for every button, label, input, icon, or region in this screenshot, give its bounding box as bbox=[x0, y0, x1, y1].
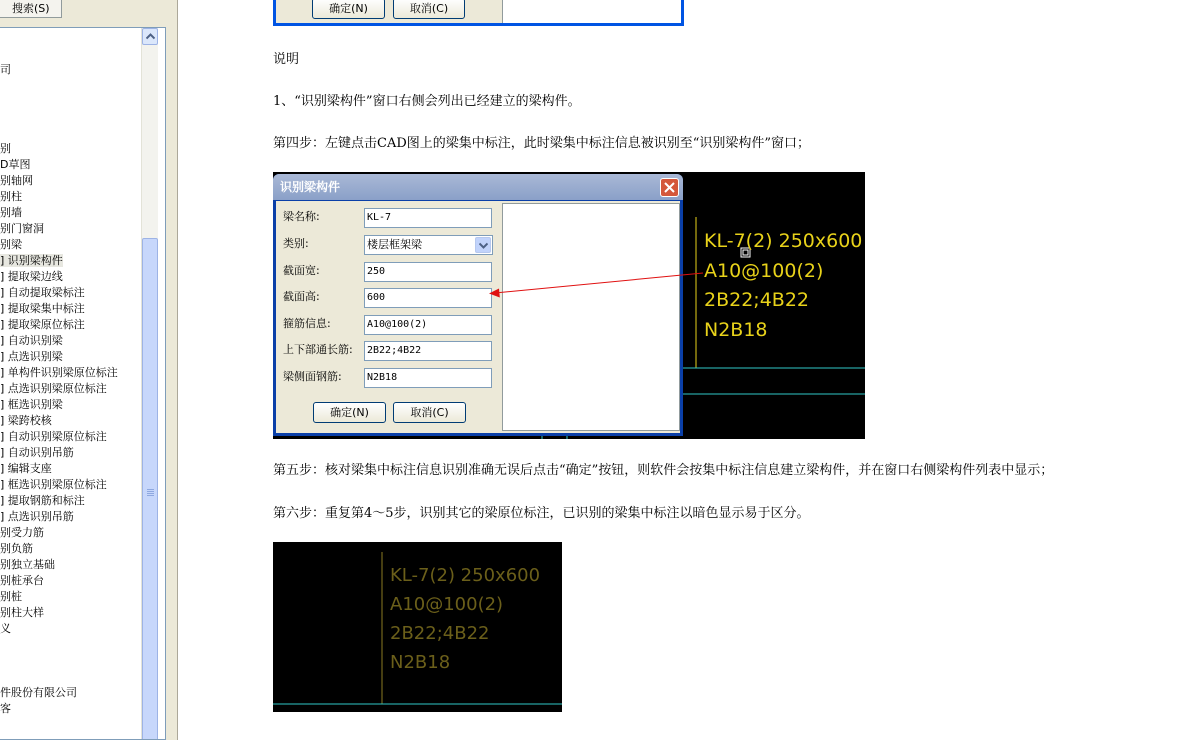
scroll-thumb[interactable] bbox=[142, 238, 158, 740]
tree-item[interactable] bbox=[0, 397, 63, 413]
tree-item[interactable] bbox=[0, 621, 11, 637]
tree-item-label: 别 bbox=[0, 142, 11, 155]
tree-item-label: D草图 bbox=[0, 158, 31, 171]
cad-label-beam-name: KL-7(2) 250x600 bbox=[704, 230, 863, 252]
tree-item[interactable] bbox=[0, 173, 33, 189]
step-4-text: 第四步：左键点击CAD图上的梁集中标注，此时梁集中标注信息被识别至“识别梁构件”窗口； bbox=[273, 136, 811, 151]
dialog-cancel-button: 取消(C) bbox=[393, 402, 466, 423]
stirrup-field: A10@100(2) bbox=[364, 315, 492, 335]
tree-item[interactable] bbox=[0, 589, 22, 605]
tree-item[interactable] bbox=[0, 157, 30, 173]
tree-item-label: 别独立基础 bbox=[0, 558, 55, 571]
long-bars-field: 2B22;4B22 bbox=[364, 341, 492, 361]
tree-item[interactable] bbox=[0, 701, 11, 717]
long-bars-label: 上下部通长筋: bbox=[283, 343, 353, 356]
tree-item[interactable] bbox=[0, 333, 63, 349]
tree-item[interactable] bbox=[0, 285, 85, 301]
cancel-button-image: 取消(C) bbox=[393, 0, 465, 19]
tree-item[interactable] bbox=[0, 349, 63, 365]
tree-item-label: ] 提取梁集中标注 bbox=[0, 302, 85, 315]
stirrup-label: 箍筋信息: bbox=[283, 317, 331, 330]
note-1: 1、“识别梁构件”窗口右侧会列出已经建立的梁构件。 bbox=[273, 94, 581, 109]
tree-item-label: ] 自动识别吊筋 bbox=[0, 446, 74, 459]
tree-item-label: ] 点选识别吊筋 bbox=[0, 510, 74, 523]
help-navigation-pane bbox=[0, 0, 178, 740]
dim-label-stirrup: A10@100(2) bbox=[390, 594, 504, 615]
dialog-ok-button: 确定(N) bbox=[313, 402, 386, 423]
tree-item[interactable] bbox=[0, 685, 77, 701]
category-label: 类别: bbox=[283, 237, 309, 250]
dialog-title: 识别梁构件 bbox=[273, 174, 683, 200]
tree-item[interactable] bbox=[0, 541, 33, 557]
tree-item[interactable] bbox=[0, 509, 74, 525]
tree-item-label: 义 bbox=[0, 622, 11, 635]
tree-item-label: ] 自动识别梁原位标注 bbox=[0, 430, 107, 443]
section-height-label: 截面高: bbox=[283, 290, 320, 303]
tree-item-label: 别门窗洞 bbox=[0, 222, 44, 235]
tree-item-label: 别桩 bbox=[0, 590, 22, 603]
step-4-screenshot bbox=[273, 172, 865, 439]
tree-item[interactable] bbox=[0, 253, 63, 269]
tree-item-label: ] 梁跨校核 bbox=[0, 414, 52, 427]
tree-item[interactable] bbox=[0, 477, 107, 493]
tree-item[interactable] bbox=[0, 317, 85, 333]
tree-item-label: 别负筋 bbox=[0, 542, 33, 555]
tree-item-label: 别受力筋 bbox=[0, 526, 44, 539]
contents-tree[interactable] bbox=[0, 27, 166, 740]
tree-item-label: 别轴网 bbox=[0, 174, 33, 187]
tree-item-label: 客 bbox=[0, 702, 11, 715]
note-heading: 说明 bbox=[273, 52, 300, 67]
tree-item-label: ] 点选识别梁 bbox=[0, 350, 63, 363]
tree-item[interactable] bbox=[0, 429, 107, 445]
tree-item[interactable] bbox=[0, 269, 63, 285]
section-width-field: 250 bbox=[364, 262, 492, 282]
tree-item-label: ] 提取钢筋和标注 bbox=[0, 494, 85, 507]
tree-item-label: ] 单构件识别梁原位标注 bbox=[0, 366, 118, 379]
dim-label-side-bars: N2B18 bbox=[390, 652, 451, 673]
step-6-text: 第六步：重复第4～5步，识别其它的梁原位标注，已识别的梁集中标注以暗色显示易于区分。 bbox=[273, 506, 810, 521]
pointer-arrow bbox=[273, 172, 865, 439]
chevron-up-icon bbox=[146, 33, 155, 40]
tree-item-label: ] 自动识别梁 bbox=[0, 334, 63, 347]
tree-item[interactable] bbox=[0, 62, 11, 78]
scroll-up-button[interactable] bbox=[142, 28, 158, 45]
step-6-screenshot bbox=[273, 542, 562, 712]
tree-item-label: 别墙 bbox=[0, 206, 22, 219]
tree-item[interactable] bbox=[0, 205, 22, 221]
beam-name-label: 梁名称: bbox=[283, 210, 320, 223]
step-5-text: 第五步：核对梁集中标注信息识别准确无误后点击“确定”按钮，则软件会按集中标注信息建立梁构件，并在窗口右侧梁构件列表中显示； bbox=[273, 463, 1054, 478]
side-bars-label: 梁侧面钢筋: bbox=[283, 370, 342, 383]
tree-item[interactable] bbox=[0, 221, 44, 237]
tree-item[interactable] bbox=[0, 189, 22, 205]
beam-name-field: KL-7 bbox=[364, 208, 492, 228]
grip-icon bbox=[147, 489, 154, 496]
dim-label-long-bars: 2B22;4B22 bbox=[390, 623, 490, 644]
cad-label-stirrup: A10@100(2) bbox=[704, 260, 824, 282]
tree-item-label: 别柱大样 bbox=[0, 606, 44, 619]
tree-scrollbar[interactable] bbox=[141, 28, 158, 740]
tree-item[interactable] bbox=[0, 493, 85, 509]
tree-item[interactable] bbox=[0, 381, 107, 397]
tree-item[interactable] bbox=[0, 573, 44, 589]
tree-item[interactable] bbox=[0, 365, 118, 381]
tree-item[interactable] bbox=[0, 605, 44, 621]
tree-item-label: ] 框选识别梁原位标注 bbox=[0, 478, 107, 491]
section-width-label: 截面宽: bbox=[283, 264, 320, 277]
tree-item-label: ] 识别梁构件 bbox=[0, 254, 63, 267]
tree-item[interactable] bbox=[0, 301, 85, 317]
category-value: 楼层框架梁 bbox=[367, 238, 422, 251]
cropped-dialog-screenshot bbox=[273, 0, 684, 26]
tree-item-label: 别梁 bbox=[0, 238, 22, 251]
tree-item[interactable] bbox=[0, 237, 22, 253]
side-bars-field: N2B18 bbox=[364, 368, 492, 388]
tree-item-label: ] 提取梁原位标注 bbox=[0, 318, 85, 331]
tree-item-label: 件股份有限公司 bbox=[0, 686, 77, 699]
ok-button-image: 确定(N) bbox=[312, 0, 385, 19]
tree-item[interactable] bbox=[0, 557, 55, 573]
tree-item-label: ] 点选识别梁原位标注 bbox=[0, 382, 107, 395]
section-height-field: 600 bbox=[364, 288, 492, 308]
tree-item-label: ] 框选识别梁 bbox=[0, 398, 63, 411]
tree-item-label: ] 自动提取梁标注 bbox=[0, 286, 85, 299]
tree-item-label: 司 bbox=[0, 63, 11, 76]
tree-item[interactable] bbox=[0, 461, 52, 477]
tree-item[interactable] bbox=[0, 413, 52, 429]
cad-label-long-bars: 2B22;4B22 bbox=[704, 289, 810, 311]
cad-label-side-bars: N2B18 bbox=[704, 319, 768, 341]
tree-item-label: ] 提取梁边线 bbox=[0, 270, 63, 283]
tree-item[interactable] bbox=[0, 445, 74, 461]
tree-item[interactable] bbox=[0, 525, 44, 541]
tab-search[interactable]: 搜索(S) bbox=[0, 0, 62, 18]
dim-label-beam-name: KL-7(2) 250x600 bbox=[390, 565, 541, 586]
tree-item-label: 别桩承台 bbox=[0, 574, 44, 587]
tree-item-label: 别柱 bbox=[0, 190, 22, 203]
tree-item[interactable] bbox=[0, 141, 11, 157]
tree-item-label: ] 编辑支座 bbox=[0, 462, 52, 475]
pane-splitter[interactable] bbox=[166, 0, 178, 740]
